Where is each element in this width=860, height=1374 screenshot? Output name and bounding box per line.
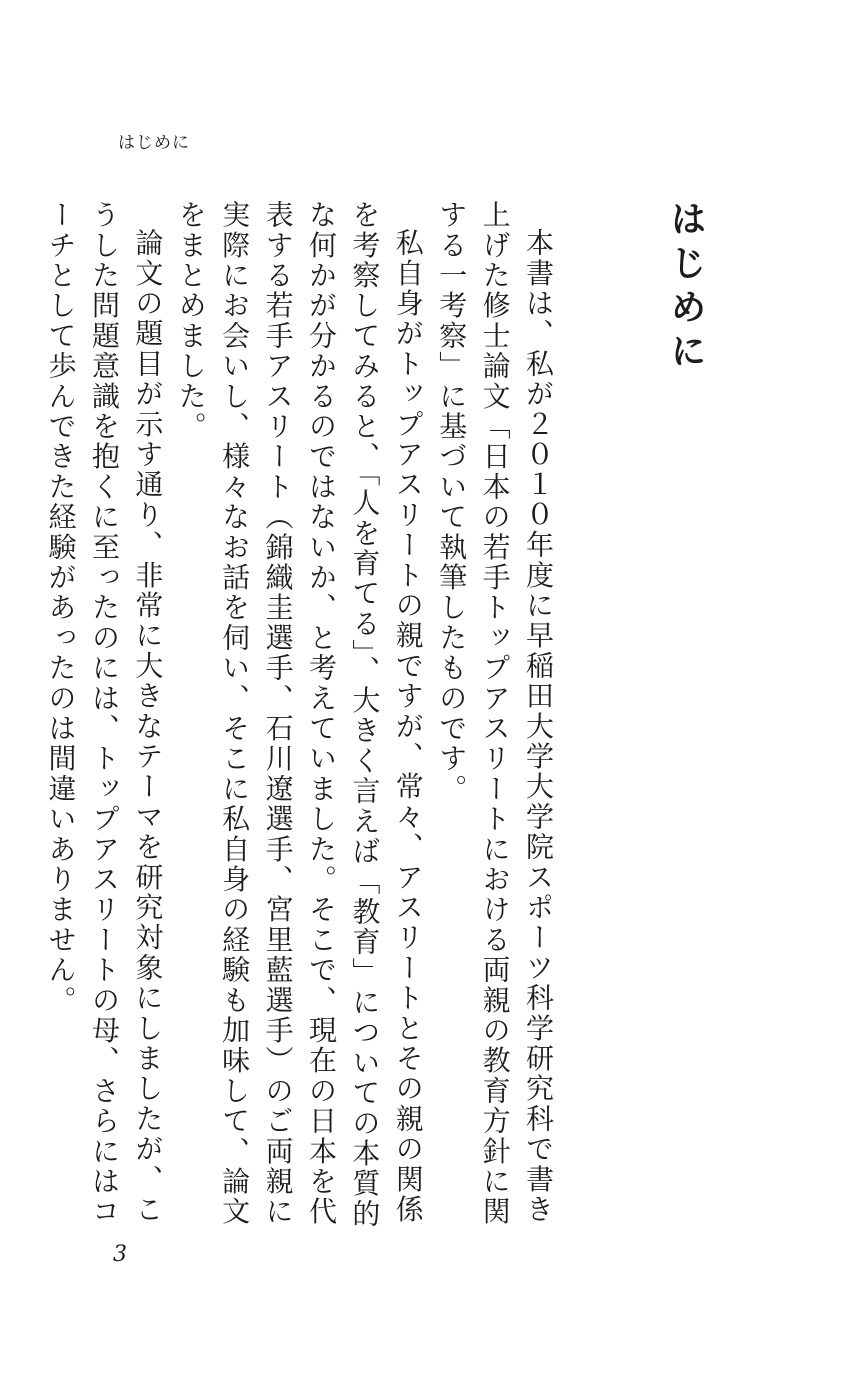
- paragraph-1: 本書は、私が２０１０年度に早稲田大学大学院スポーツ科学研究科で書き上げた修士論文「日本の若手トップアスリートにおける両親の教育方針に関する一考察」に基づいて執筆したものです。: [435, 200, 555, 1227]
- page-number: 3: [113, 1242, 127, 1267]
- body-text: [44, 200, 560, 1230]
- paragraph-3: 論文の題目が示す通り、非常に大きなテーマを研究対象にしましたが、こうした問題意識を抱くに至ったのには、トップアスリートの母、さらにはコーチとして歩んできた経験があったのは間違いありません。: [44, 200, 165, 1227]
- chapter-title: はじめに: [665, 200, 708, 376]
- paragraph-2: 私自身がトップアスリートの親ですが、常々、アスリートとその親の関係を考察してみると、「人を育てる」、大きく言えば「教育」についての本質的な何かが分かるのではないか、と考えていました。そこで、現在の日本を代表する若手アスリート（錦織圭選手、石川遼選手、宮里藍選手）のご両親に実際にお会いし、様々なお話を伺い、そこに私自身の経験も加味して、論文をまとめました。: [174, 200, 425, 1229]
- running-header: はじめに: [118, 133, 190, 153]
